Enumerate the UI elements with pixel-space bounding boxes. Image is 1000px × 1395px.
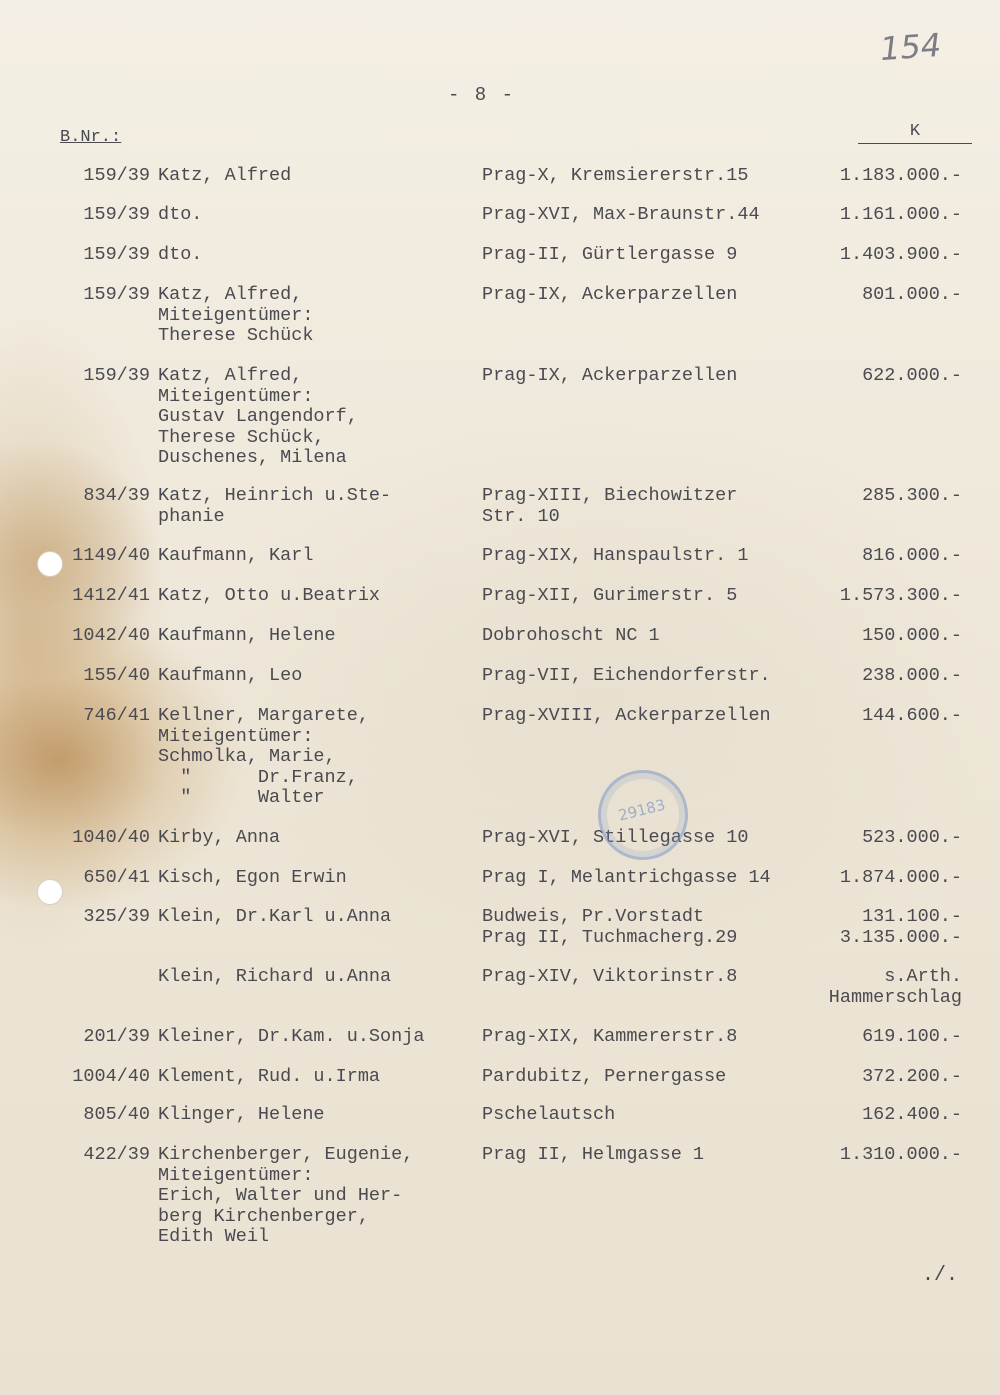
row-bnr: 1004/40 xyxy=(72,1066,150,1087)
row-name: Kaufmann, Helene xyxy=(158,625,336,646)
row-address: Prag-IX, Ackerparzellen xyxy=(482,284,738,305)
row-address: Prag-X, Kremsiererstr.15 xyxy=(482,165,749,186)
punch-hole xyxy=(37,879,63,905)
row-name: Katz, Alfred, Miteigentümer: Gustav Langendorf, Therese Schück, Duschenes, Milena xyxy=(158,365,358,468)
row-bnr: 325/39 xyxy=(83,906,150,927)
row-bnr: 834/39 xyxy=(83,485,150,506)
row-value: 1.183.000.- xyxy=(839,165,962,186)
row-value: 131.100.- 3.135.000.- xyxy=(839,906,962,948)
row-address: Budweis, Pr.Vorstadt Prag II, Tuchmacherg.29 xyxy=(482,906,738,948)
row-name: Katz, Alfred, Miteigentümer: Therese Schück xyxy=(158,284,314,346)
row-name: Kellner, Margarete, Miteigentümer: Schmolka, Marie, " Dr.Franz, " Walter xyxy=(158,705,369,808)
row-name: Kaufmann, Karl xyxy=(158,545,314,566)
row-address: Prag-XIX, Hanspaulstr. 1 xyxy=(482,545,749,566)
row-value: 622.000.- xyxy=(862,365,962,386)
row-address: Prag-XIII, Biechowitzer Str. 10 xyxy=(482,485,738,527)
row-value: s.Arth. Hammerschlag xyxy=(828,966,962,1008)
row-name: Klein, Richard u.Anna xyxy=(158,966,392,987)
row-bnr: 159/39 xyxy=(83,244,150,265)
row-address: Prag-XVI, Max-Braunstr.44 xyxy=(482,204,760,225)
row-name: Klein, Dr.Karl u.Anna xyxy=(158,906,392,927)
handwritten-folio-number: 154 xyxy=(878,25,943,69)
row-name: Katz, Heinrich u.Ste- phanie xyxy=(158,485,392,527)
row-name: Kirby, Anna xyxy=(158,827,281,848)
row-name: dto. xyxy=(158,244,203,265)
column-header-currency: K xyxy=(858,122,972,144)
row-name: Katz, Alfred xyxy=(158,165,292,186)
punch-hole xyxy=(37,551,63,577)
row-value: 1.573.300.- xyxy=(839,585,962,606)
row-name: Kisch, Egon Erwin xyxy=(158,867,347,888)
row-value: 150.000.- xyxy=(862,625,962,646)
row-name: Klement, Rud. u.Irma xyxy=(158,1066,381,1087)
row-name: Kleiner, Dr.Kam. u.Sonja xyxy=(158,1026,425,1047)
row-address: Prag I, Melantrichgasse 14 xyxy=(482,867,771,888)
row-bnr: 159/39 xyxy=(83,365,150,386)
row-bnr: 159/39 xyxy=(83,284,150,305)
row-name: Kaufmann, Leo xyxy=(158,665,303,686)
row-value: 619.100.- xyxy=(862,1026,962,1047)
row-bnr: 650/41 xyxy=(83,867,150,888)
stamp-text: 29183 xyxy=(616,795,668,825)
row-bnr: 1040/40 xyxy=(72,827,150,848)
row-value: 1.874.000.- xyxy=(839,867,962,888)
continuation-mark: ./. xyxy=(922,1264,959,1287)
row-bnr: 201/39 xyxy=(83,1026,150,1047)
column-header-bnr: B.Nr.: xyxy=(60,128,122,147)
row-address: Prag-VII, Eichendorferstr. xyxy=(482,665,771,686)
row-address: Dobrohoscht NC 1 xyxy=(482,625,660,646)
row-address: Prag-XIV, Viktorinstr.8 xyxy=(482,966,738,987)
row-address: Prag-XVIII, Ackerparzellen xyxy=(482,705,771,726)
row-bnr: 422/39 xyxy=(83,1144,150,1165)
row-address: Prag-II, Gürtlergasse 9 xyxy=(482,244,738,265)
row-address: Pschelautsch xyxy=(482,1104,616,1125)
row-bnr: 746/41 xyxy=(83,705,150,726)
row-value: 144.600.- xyxy=(862,705,962,726)
row-bnr: 1042/40 xyxy=(72,625,150,646)
row-value: 523.000.- xyxy=(862,827,962,848)
row-address: Prag-XII, Gurimerstr. 5 xyxy=(482,585,738,606)
row-value: 801.000.- xyxy=(862,284,962,305)
row-name: Katz, Otto u.Beatrix xyxy=(158,585,381,606)
row-value: 238.000.- xyxy=(862,665,962,686)
row-bnr: 1149/40 xyxy=(72,545,150,566)
row-bnr: 159/39 xyxy=(83,204,150,225)
row-address: Prag-IX, Ackerparzellen xyxy=(482,365,738,386)
row-bnr: 805/40 xyxy=(83,1104,150,1125)
page-number: - 8 - xyxy=(448,84,516,106)
row-value: 1.403.900.- xyxy=(839,244,962,265)
official-stamp xyxy=(588,760,697,869)
row-name: dto. xyxy=(158,204,203,225)
row-value: 1.161.000.- xyxy=(839,204,962,225)
row-name: Klinger, Helene xyxy=(158,1104,325,1125)
row-address: Prag-XIX, Kammererstr.8 xyxy=(482,1026,738,1047)
row-value: 162.400.- xyxy=(862,1104,962,1125)
row-name: Kirchenberger, Eugenie, Miteigentümer: Erich, Walter und Her- berg Kirchenberger, Edith Weil xyxy=(158,1144,414,1247)
row-value: 1.310.000.- xyxy=(839,1144,962,1165)
row-bnr: 155/40 xyxy=(83,665,150,686)
row-address: Prag II, Helmgasse 1 xyxy=(482,1144,705,1165)
row-value: 816.000.- xyxy=(862,545,962,566)
row-value: 372.200.- xyxy=(862,1066,962,1087)
row-bnr: 159/39 xyxy=(83,165,150,186)
row-value: 285.300.- xyxy=(862,485,962,506)
row-address: Prag-XVI, Stillegasse 10 xyxy=(482,827,749,848)
row-bnr: 1412/41 xyxy=(72,585,150,606)
row-address: Pardubitz, Pernergasse xyxy=(482,1066,727,1087)
